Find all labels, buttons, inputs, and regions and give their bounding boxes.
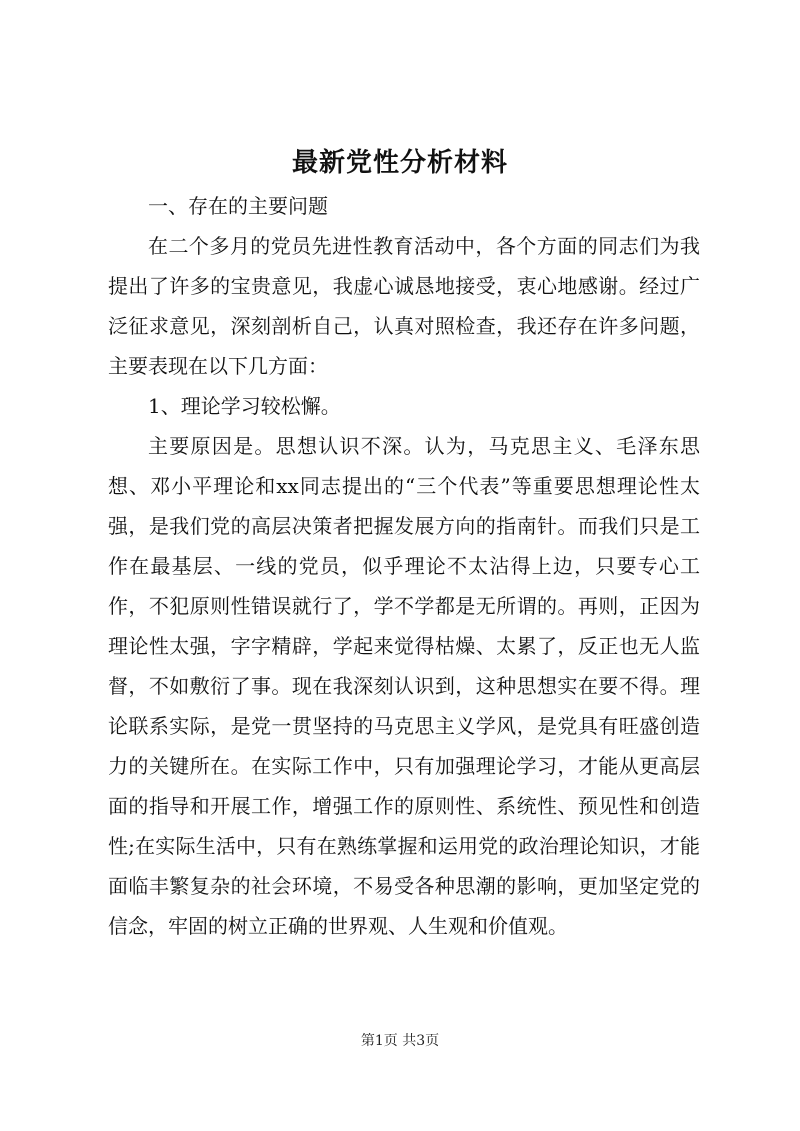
body-paragraph: 主要原因是。思想认识不深。认为，马克思主义、毛泽东思想、邓小平理论和xx同志提出的“三个代表”等重要思想理论性太强，是我们党的高层决策者把握发展方向的指南针。而我们只是工作在最基层、一线的党员，似乎理论不太沾得上边，只要专心工作，不犯原则性错误就行了，学不学都是无所谓的。再则，正因为理论性太强，字字精辟，学起来觉得枯燥、太累了，反正也无人监督，不如敷衍了事。现在我深刻认识到，这种思想实在要不得。理论联系实际，是党一贯坚持的马克思主义学风，是党具有旺盛创造力的关键所在。在实际工作中，只有加强理论学习，才能从更高层面的指导和开展工作，增强工作的原则性、系统性、预见性和创造性;在实际生活中，只有在熟练掌握和运用党的政治理论知识，才能面临丰繁复杂的社会环境，不易受各种思潮的影响，更加坚定党的信念，牢固的树立正确的世界观、人生观和价值观。 [108, 434, 700, 938]
body-paragraph: 在二个多月的党员先进性教育活动中，各个方面的同志们为我提出了许多的宝贵意见，我虚心诚恳地接受，衷心地感谢。经过广泛征求意见，深刻剖析自己，认真对照检查，我还存在许多问题，主要表现在以下几方面： [108, 234, 700, 378]
document-title: 最新党性分析材料 [291, 148, 508, 178]
page-indicator: 第1页 共3页 [360, 1033, 440, 1049]
section-heading: 一、存在的主要问题 [148, 194, 328, 218]
subsection-heading: 1、理论学习较松懈。 [148, 394, 341, 418]
document-body [108, 186, 700, 946]
